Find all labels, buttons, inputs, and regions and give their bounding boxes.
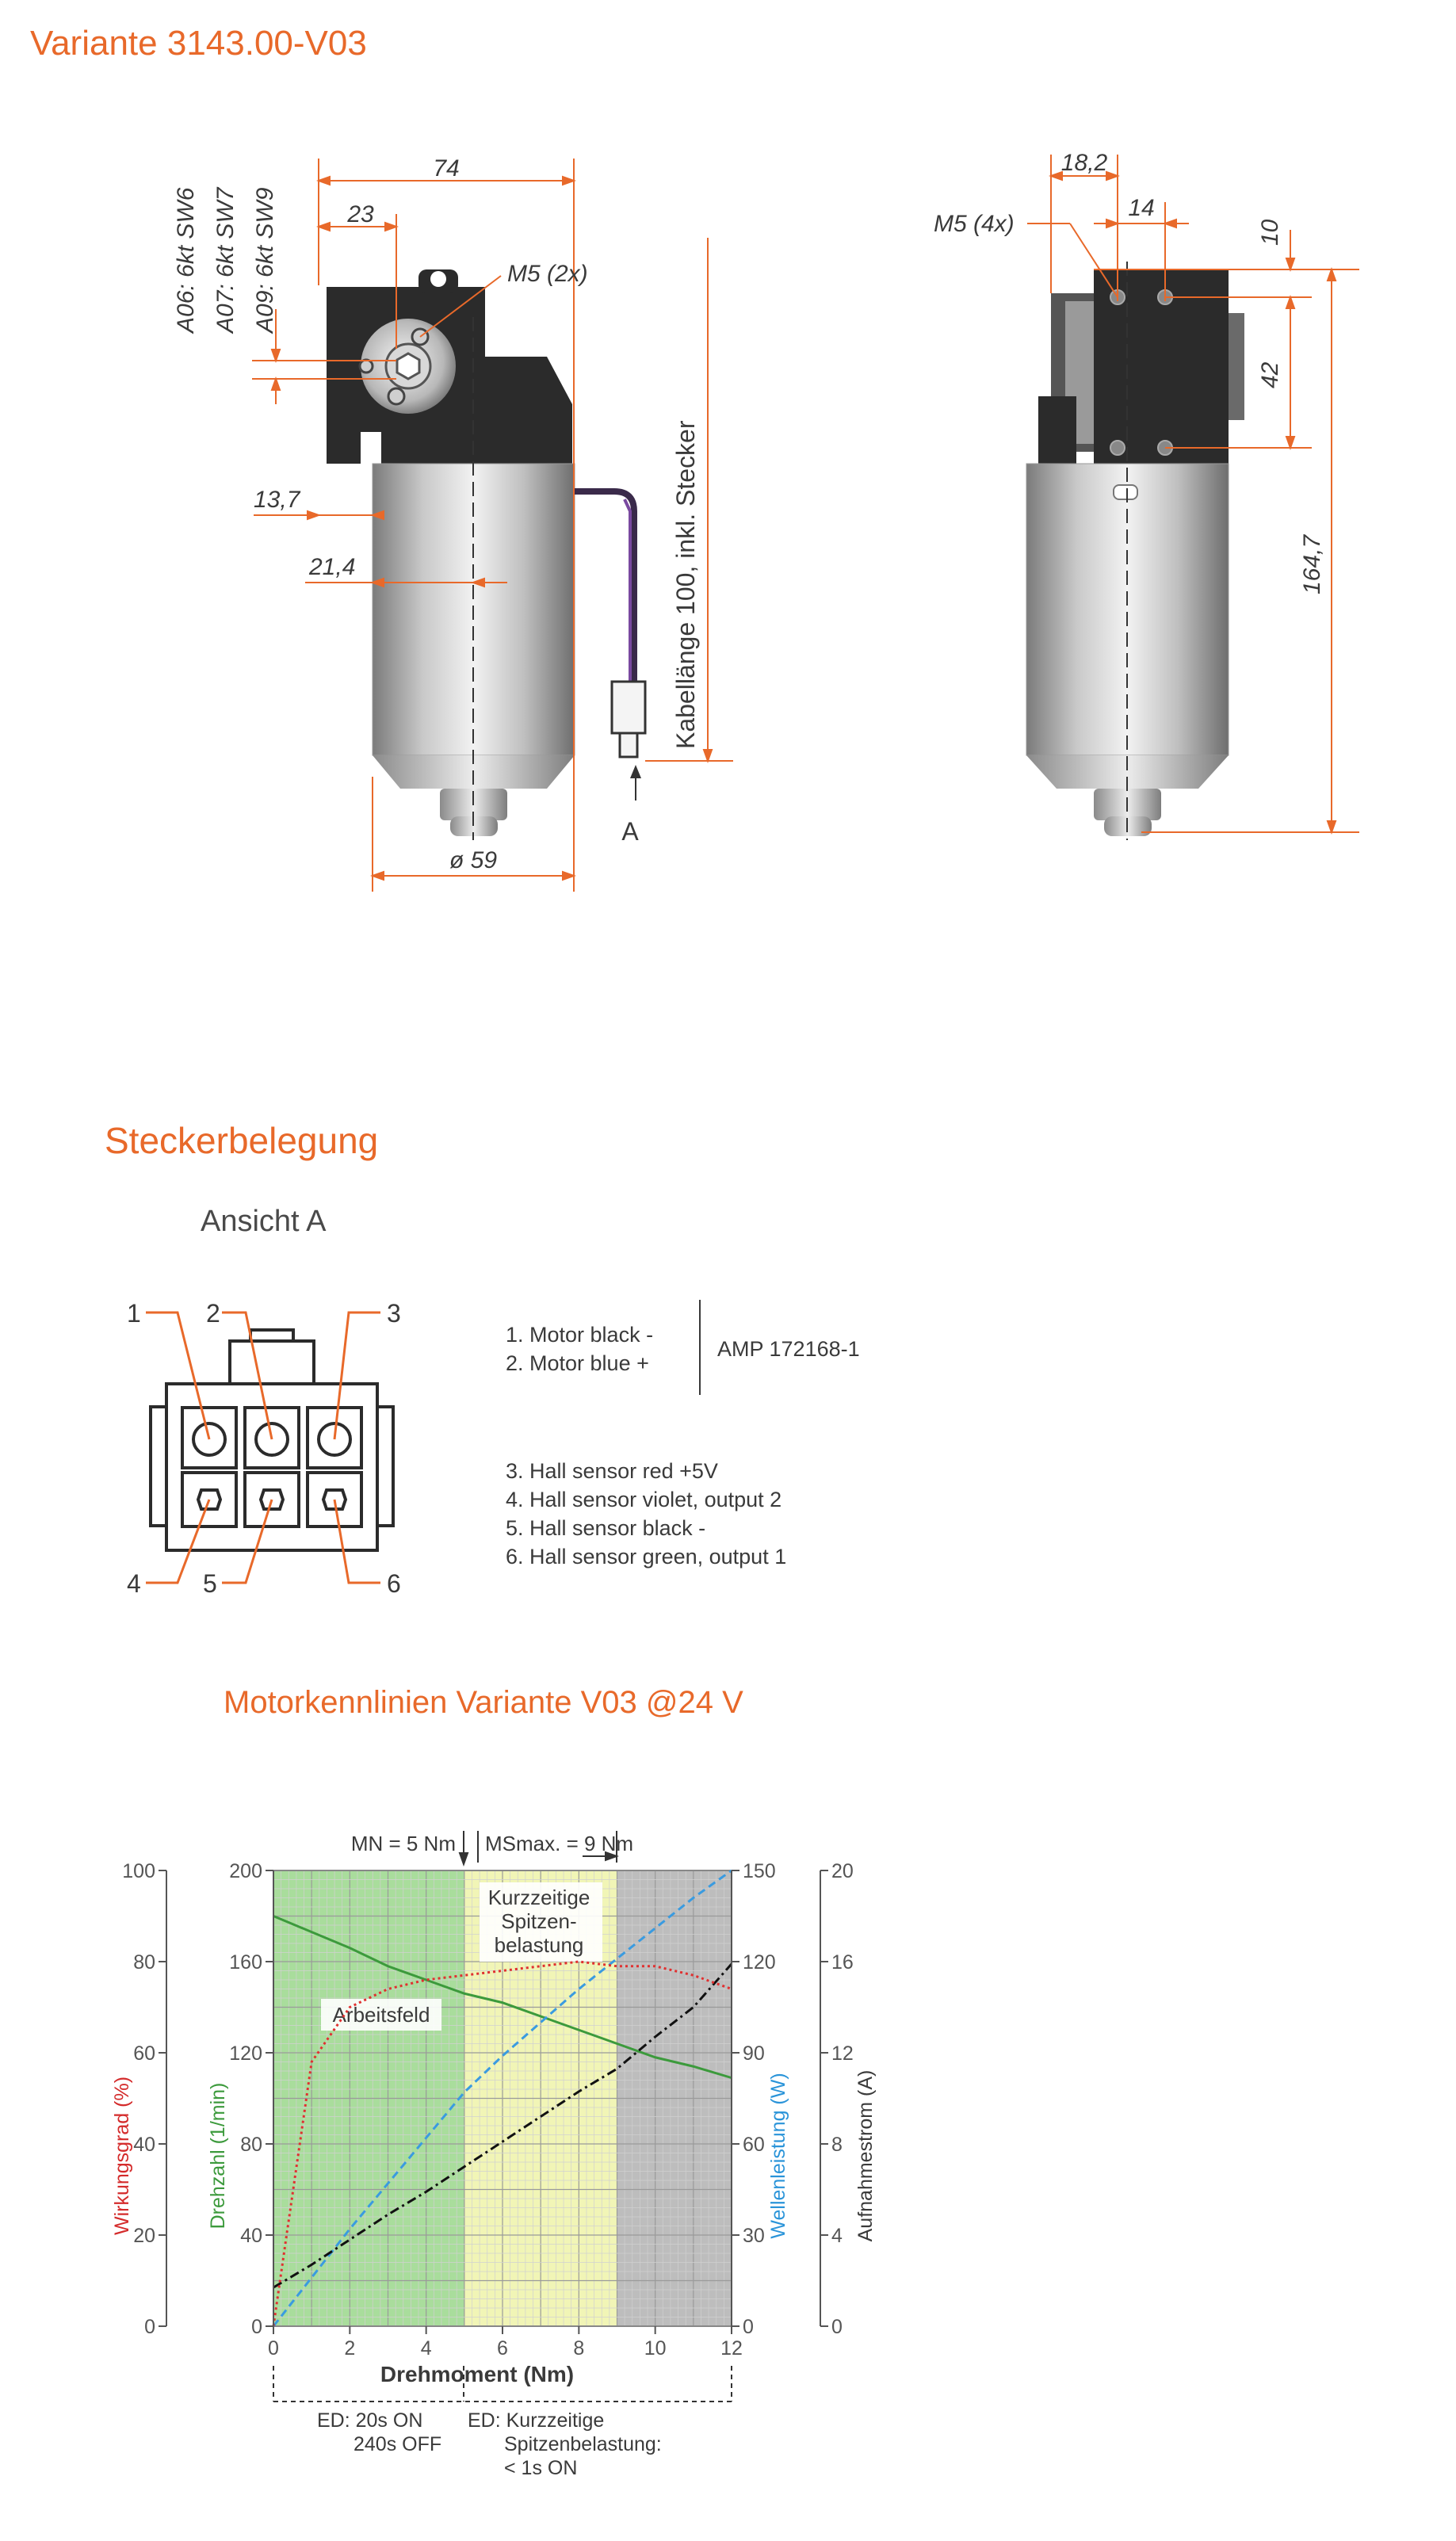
- mn-label: MN = 5 Nm: [350, 1832, 456, 1855]
- wellenleistung-axis-title: Wellenleistung (W): [767, 2073, 789, 2239]
- pin-desc-1: 1. Motor black -: [506, 1323, 654, 1347]
- wellenleistung-tick-label: 150: [743, 1860, 776, 1882]
- side-view: [1026, 262, 1244, 840]
- dim-13-7: 13,7: [254, 487, 300, 513]
- wirkungsgrad-tick-label: 40: [133, 2134, 155, 2156]
- motor-body-side: [1026, 464, 1229, 755]
- view-a-label: A: [621, 817, 639, 846]
- pin-desc-3: 3. Hall sensor red +5V: [506, 1459, 718, 1483]
- aufnahmestrom-tick-label: 8: [831, 2134, 843, 2156]
- wirkungsgrad-axis-title: Wirkungsgrad (%): [111, 2076, 133, 2236]
- pin-label-6: 6: [387, 1569, 401, 1598]
- drehzahl-tick-label: 80: [240, 2134, 262, 2156]
- drehzahl-tick-label: 160: [229, 1951, 262, 1974]
- ed1-line1: ED: 20s ON: [317, 2409, 423, 2432]
- peak-label-3: belastung: [494, 1933, 584, 1957]
- motor-chart: [0, 1775, 1456, 2536]
- sw-a09-label: A09: 6kt SW9: [252, 187, 278, 333]
- hex-shaft-icon: [397, 353, 419, 379]
- connector-heading: Steckerbelegung: [105, 1120, 379, 1161]
- m5-4x-label: M5 (4x): [934, 211, 1015, 237]
- ed2-line1: ED: Kurzzeitige: [468, 2409, 605, 2432]
- pin-desc-5: 5. Hall sensor black -: [506, 1516, 706, 1540]
- peak-label-1: Kurzzeitige: [487, 1886, 590, 1909]
- x-tick-label: 2: [344, 2337, 356, 2360]
- msmax-label: MSmax. = 9 Nm: [485, 1832, 634, 1855]
- wirkungsgrad-tick-label: 80: [133, 1951, 155, 1974]
- aufnahmestrom-tick-label: 12: [831, 2042, 854, 2065]
- dim-42: 42: [1257, 361, 1283, 388]
- wellenleistung-tick-label: 90: [743, 2042, 765, 2065]
- dim-74: 74: [433, 155, 460, 182]
- ed2-line2: Spitzenbelastung:: [504, 2433, 662, 2455]
- sw-a06-label: A06: 6kt SW6: [173, 187, 199, 333]
- amp-part-number: AMP 172168-1: [717, 1337, 860, 1361]
- dim-diameter-59: ø 59: [449, 847, 498, 873]
- arbeitsfeld-label: Arbeitsfeld: [332, 2003, 430, 2027]
- chart-title: Motorkennlinien Variante V03 @24 V: [224, 1685, 743, 1720]
- pin-label-5: 5: [203, 1569, 217, 1598]
- pin-desc-2: 2. Motor blue +: [506, 1351, 649, 1375]
- wellenleistung-tick-label: 30: [743, 2225, 765, 2247]
- drehzahl-tick-label: 200: [229, 1860, 262, 1882]
- pin-label-4: 4: [127, 1569, 141, 1598]
- aufnahmestrom-tick-label: 4: [831, 2225, 843, 2247]
- pin-label-3: 3: [387, 1299, 401, 1328]
- aufnahmestrom-axis-title: Aufnahmestrom (A): [854, 2069, 877, 2242]
- divider: [699, 1300, 701, 1395]
- dim-10: 10: [1257, 219, 1283, 246]
- x-tick-label: 6: [497, 2337, 508, 2360]
- peak-label-2: Spitzen-: [501, 1909, 577, 1933]
- cable: [575, 491, 634, 682]
- front-view: [327, 269, 645, 840]
- wellenleistung-tick-label: 120: [743, 1951, 776, 1974]
- dim-21-4: 21,4: [309, 554, 356, 580]
- x-tick-label: 12: [720, 2337, 743, 2360]
- pin-label-2: 2: [206, 1299, 220, 1328]
- drehzahl-tick-label: 40: [240, 2225, 262, 2247]
- page-title: Variante 3143.00-V03: [30, 24, 367, 63]
- pin-label-1: 1: [127, 1299, 141, 1328]
- drehzahl-axis-title: Drehzahl (1/min): [207, 2082, 229, 2230]
- dim-18-2: 18,2: [1060, 150, 1108, 176]
- x-axis-title: Drehmoment (Nm): [380, 2362, 575, 2386]
- pin-group-hall: [506, 1457, 786, 1571]
- x-tick-label: 10: [644, 2337, 667, 2360]
- ed1-line2: 240s OFF: [353, 2433, 442, 2455]
- wirkungsgrad-tick-label: 60: [133, 2042, 155, 2065]
- technical-drawing: [0, 0, 1456, 1030]
- connector-plug: [612, 682, 645, 733]
- wellenleistung-tick-label: 60: [743, 2134, 765, 2156]
- x-tick-label: 4: [420, 2337, 432, 2360]
- drehzahl-tick-label: 0: [251, 2316, 262, 2338]
- m5-2x-label: M5 (2x): [507, 261, 588, 287]
- x-tick-label: 0: [268, 2337, 279, 2360]
- aufnahmestrom-tick-label: 16: [831, 1951, 854, 1974]
- pin-desc-4: 4. Hall sensor violet, output 2: [506, 1488, 782, 1511]
- pin-desc-6: 6. Hall sensor green, output 1: [506, 1545, 787, 1569]
- aufnahmestrom-tick-label: 20: [831, 1860, 854, 1882]
- ed2-line3: < 1s ON: [504, 2457, 578, 2479]
- pin-group-motor: [506, 1320, 653, 1377]
- x-tick-label: 8: [573, 2337, 585, 2360]
- wirkungsgrad-tick-label: 0: [144, 2316, 155, 2338]
- aufnahmestrom-tick-label: 0: [831, 2316, 843, 2338]
- sw-a07-label: A07: 6kt SW7: [212, 187, 239, 333]
- dim-164-7: 164,7: [1299, 534, 1325, 594]
- drehzahl-tick-label: 120: [229, 2042, 262, 2065]
- view-a-heading: Ansicht A: [201, 1205, 327, 1238]
- wirkungsgrad-tick-label: 20: [133, 2225, 155, 2247]
- wirkungsgrad-tick-label: 100: [122, 1860, 155, 1882]
- dim-14: 14: [1128, 195, 1155, 221]
- cable-length-label: Kabellänge 100, inkl. Stecker: [671, 420, 700, 749]
- dim-23: 23: [347, 201, 374, 227]
- wellenleistung-tick-label: 0: [743, 2316, 754, 2338]
- connector-diagram: [119, 1292, 452, 1598]
